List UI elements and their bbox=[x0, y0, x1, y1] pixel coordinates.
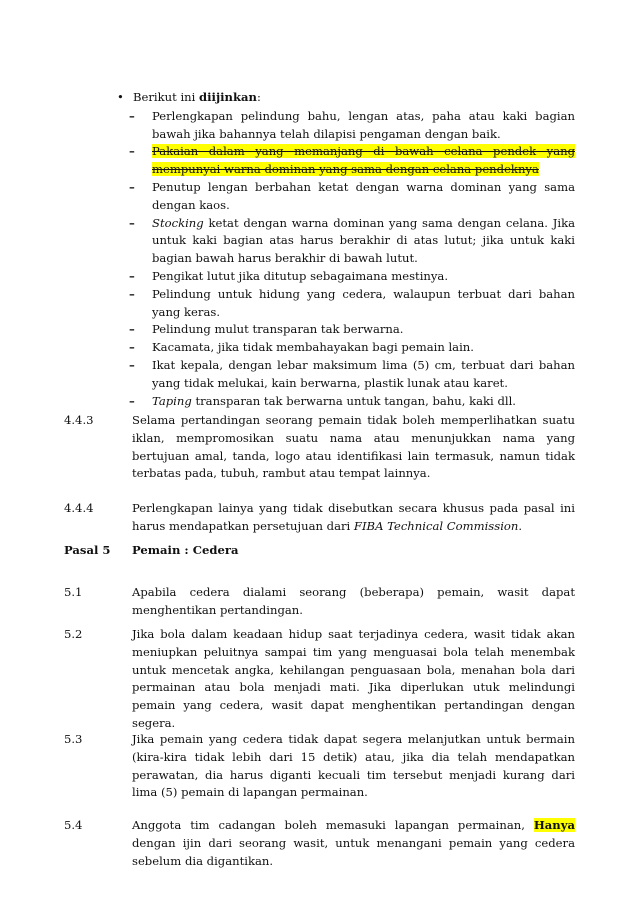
section-text-suffix: dengan ijin dari seorang wasit, untuk menangani pemain yang cedera sebelum dia digantikan. bbox=[132, 835, 575, 868]
list-item-text: ketat dengan warna dominan yang sama dengan celana. Jika untuk kaki bagian atas harus berakhir di atas lutut; jika untuk kaki bagian bawah harus berakhir di bawah lutut. bbox=[152, 215, 576, 266]
dash-icon: – bbox=[129, 322, 135, 337]
section-text: Apabila cedera dialami seorang (beberapa) pemain, wasit dapat menghentikan pertandingan. bbox=[132, 585, 575, 617]
list-item-text: transparan tak berwarna untuk tangan, bahu, kaki dll. bbox=[195, 393, 516, 408]
section-5-4 bbox=[64, 817, 575, 870]
section-text bbox=[132, 817, 575, 870]
section-number: 4.4.3 bbox=[64, 413, 94, 427]
pasal-number: Pasal 5 bbox=[64, 543, 111, 557]
list-item-text: Ikat kepala, dengan lebar maksimum lima (5) cm, terbuat dari bahan yang tidak melukai, kain berwarna, plastik lunak atau karet. bbox=[152, 357, 575, 390]
section-text: Jika bola dalam keadaan hidup saat terjadinya cedera, wasit tidak akan meniupkan peluitnya sampai tim yang menguasai bola telah menembak untuk mencetak angka, kehilangan penguasaan bola, menahan bola dari permainan atau bola menjadi mati. Jika diperlukan utuk melindungi pemain yang cedera, wasit dapat menghentikan pertandingan dengan segera. bbox=[132, 627, 575, 730]
stocking-word: Stocking bbox=[152, 215, 204, 230]
section-text-prefix: Anggota tim cadangan boleh memasuki lapangan permainan, bbox=[132, 818, 534, 832]
dash-icon: – bbox=[129, 357, 135, 372]
section-text: Selama pertandingan seorang pemain tidak boleh memperlihatkan suatu iklan, mempromosikan suatu nama atau menunjukkan nama yang bertujuan amal, tanda, logo atau identifikasi lain termasuk, namun tidak terbatas pada, tubuh, rambut atau tempat lainnya. bbox=[132, 413, 575, 481]
list-item bbox=[113, 215, 575, 268]
lead-suffix: : bbox=[256, 90, 261, 104]
list-item-text: Penutup lengan berbahan ketat dengan warna dominan yang sama dengan kaos. bbox=[152, 179, 575, 212]
hanya-highlight: Hanya bbox=[533, 818, 575, 832]
list-item-text: Perlengkapan pelindung bahu, lengan atas, paha atau kaki bagian bawah jika bahannya telah dilapisi pengaman dengan baik. bbox=[152, 108, 575, 141]
section-number: 5.2 bbox=[64, 627, 83, 641]
section-4-4-4 bbox=[64, 500, 575, 536]
list-item bbox=[113, 393, 575, 411]
section-text-prefix: Perlengkapan lainya yang tidak disebutkan secara khusus pada pasal ini harus mendapatkan persetujuan dari bbox=[132, 501, 575, 533]
lead-bold: diijinkan bbox=[199, 90, 257, 104]
dash-icon: – bbox=[129, 144, 135, 159]
dash-icon: – bbox=[129, 108, 135, 123]
section-number: 5.3 bbox=[64, 732, 83, 746]
dash-icon: – bbox=[129, 340, 135, 355]
list-item-highlighted bbox=[113, 143, 575, 179]
list-item-text: Kacamata, jika tidak membahayakan bagi pemain lain. bbox=[152, 340, 474, 355]
section-number: 5.4 bbox=[64, 818, 83, 832]
list-item bbox=[113, 286, 575, 322]
lead-prefix: Berikut ini bbox=[133, 90, 200, 104]
section-text-suffix: . bbox=[518, 518, 523, 533]
section-text: Jika pemain yang cedera tidak dapat segera melanjutkan untuk bermain (kira-kira tidak lebih dari 15 detik) atau, jika dia telah mendapatkan perawatan, dia harus diganti kecuali tim tersebut menjadi kurang dari lima (5) pemain di lapangan permainan. bbox=[132, 732, 575, 800]
list-item bbox=[113, 108, 575, 144]
allowed-list-lead bbox=[113, 89, 575, 107]
section-4-4-3 bbox=[64, 412, 575, 483]
fiba-commission-text: FIBA Technical Commission bbox=[353, 518, 519, 533]
list-item bbox=[113, 321, 575, 339]
dash-icon: – bbox=[129, 393, 135, 408]
taping-word: Taping bbox=[152, 393, 192, 408]
section-5-2 bbox=[64, 626, 575, 733]
dash-icon: – bbox=[129, 268, 135, 283]
section-number: 5.1 bbox=[64, 585, 83, 599]
section-5-3 bbox=[64, 731, 575, 802]
list-item-text: Pengikat lutut jika ditutup sebagaimana mestinya. bbox=[152, 268, 449, 283]
pasal-title: Pemain : Cedera bbox=[132, 543, 239, 557]
list-item bbox=[113, 339, 575, 357]
bullet-icon: • bbox=[117, 90, 124, 104]
section-5-1 bbox=[64, 584, 575, 620]
list-item-text: Pakaian dalam yang memanjang di bawah celana pendek yang mempunyai warna dominan yang sama dengan celana pendeknya bbox=[152, 144, 575, 177]
list-item bbox=[113, 357, 575, 393]
pasal-5-heading bbox=[64, 542, 575, 560]
list-item bbox=[113, 179, 575, 215]
dash-icon: – bbox=[129, 179, 135, 194]
dash-icon: – bbox=[129, 286, 135, 301]
allowed-equipment-list bbox=[113, 89, 575, 410]
list-item bbox=[113, 268, 575, 286]
section-number: 4.4.4 bbox=[64, 501, 94, 515]
list-item-text: Pelindung untuk hidung yang cedera, walaupun terbuat dari bahan yang keras. bbox=[152, 286, 575, 319]
section-text bbox=[132, 500, 575, 536]
list-item-text: Pelindung mulut transparan tak berwarna. bbox=[152, 322, 404, 337]
dash-icon: – bbox=[129, 215, 135, 230]
